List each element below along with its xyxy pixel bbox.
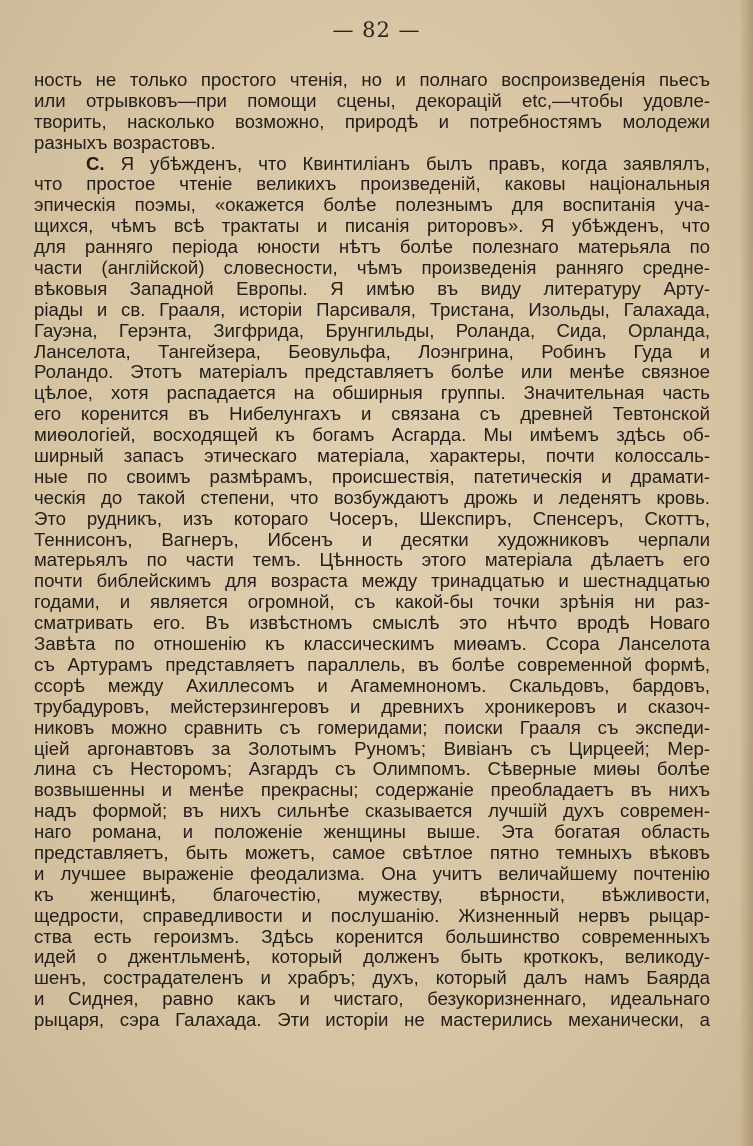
text-line (34, 195, 710, 216)
text-line (34, 362, 710, 383)
text-line (34, 613, 710, 634)
text-line (34, 676, 710, 697)
line-text: никовъ можно сравнить съ гомеридами; поиски Грааля съ экспеди- (34, 717, 710, 738)
text-line (34, 968, 710, 989)
line-text: ріады и св. Грааля, исторіи Парсиваля, Тристана, Изольды, Галахада, (34, 299, 710, 320)
text-line (34, 780, 710, 801)
text-line (34, 592, 710, 613)
text-line (34, 154, 710, 175)
line-text: надъ формой; въ нихъ сильнѣе сказывается лучшій духъ современ- (34, 801, 710, 822)
text-line (34, 216, 710, 237)
line-text: Роландо. Этотъ матеріалъ представляетъ болѣе или менѣе связное (34, 362, 710, 383)
line-text: шенъ, сострадателенъ и храбръ; духъ, который далъ намъ Баярда (34, 968, 710, 989)
line-text: матерьялъ по части темъ. Цѣнность этого матеріала дѣлаетъ его (34, 550, 710, 571)
line-text: ческія до такой степени, что возбуждаютъ дрожь и леденятъ кровь. (34, 487, 710, 508)
text-line (34, 446, 710, 467)
line-text: эпическія поэмы, «окажется болѣе полезнымъ для воспитанія уча- (34, 195, 710, 216)
text-line (34, 91, 710, 112)
line-text: годами, и является огромной, съ какой-бы точки зрѣнія ни раз- (34, 592, 710, 613)
text-line (34, 989, 710, 1010)
line-text: щедрости, справедливости и послушанію. Жизненный нервъ рыцар- (34, 905, 710, 926)
body-text (34, 70, 710, 1031)
text-line (34, 947, 710, 968)
line-text: что простое чтеніе великихъ произведеній, каковы національныя (34, 174, 710, 195)
line-text: щихся, чѣмъ всѣ трактаты и писанія риторовъ». Я убѣжденъ, что (34, 216, 710, 237)
line-text: части (англійской) словесности, чѣмъ произведенія ранняго средне- (34, 258, 710, 279)
line-text: представляетъ, быть можетъ, самое свѣтлое пятно темныхъ вѣковъ (34, 842, 710, 863)
line-text: ссорѣ между Ахиллесомъ и Агамемнономъ. Скальдовъ, бардовъ, (34, 675, 710, 696)
line-text: съ Артурамъ представляетъ параллель, въ болѣе современной формѣ, (34, 654, 710, 675)
text-line (34, 258, 710, 279)
text-line (34, 885, 710, 906)
text-line (34, 70, 710, 91)
text-line (34, 906, 710, 927)
page-number: — 82 — (332, 18, 421, 42)
text-line (34, 509, 710, 530)
text-line (34, 174, 710, 195)
line-text: для ранняго періода юности нѣтъ болѣе полезнаго матерьяла по (34, 237, 710, 258)
line-text: сматривать его. Въ извѣстномъ смыслѣ это нѣчто вродѣ Новаго (34, 613, 710, 634)
text-line (34, 864, 710, 885)
line-text: Я убѣжденъ, что Квинтиліанъ былъ правъ, когда заявлялъ, (104, 153, 710, 174)
page-edge-shadow (739, 0, 753, 1146)
text-line (34, 133, 710, 154)
line-text: или отрывковъ—при помощи сцены, декорацій etc,—чтобы удовле- (34, 90, 710, 111)
line-text: Гауэна, Герэнта, Зигфрида, Брунгильды, Роланда, Сида, Орланда, (34, 320, 710, 341)
line-text: идей о джентльменѣ, который долженъ быть кроткокъ, великоду- (34, 947, 710, 968)
text-line (34, 383, 710, 404)
text-line (34, 739, 710, 760)
text-line (34, 404, 710, 425)
text-line (34, 279, 710, 300)
text-line (34, 342, 710, 363)
line-text: лина съ Несторомъ; Азгардъ съ Олимпомъ. Сѣверные миѳы болѣе (34, 759, 710, 780)
line-text: ширный запасъ этическаго матеріала, характеры, почти колоссаль- (34, 446, 710, 467)
text-line (34, 822, 710, 843)
text-line (34, 425, 710, 446)
text-line (34, 927, 710, 948)
line-text: миѳологіей, восходящей къ богамъ Асгарда. Мы имѣемъ здѣсь об- (34, 425, 710, 446)
line-text: Ланселота, Тангейзера, Беовульфа, Лоэнгрина, Робинъ Гуда и (34, 341, 710, 362)
text-line (34, 801, 710, 822)
line-text: вѣковыя Западной Европы. Я имѣю въ виду литературу Арту- (34, 278, 710, 299)
text-line (34, 843, 710, 864)
text-line (34, 467, 710, 488)
text-line (34, 321, 710, 342)
text-line (34, 112, 710, 133)
line-text: и Сиднея, равно какъ и чистаго, безукоризненнаго, идеальнаго (34, 989, 710, 1010)
line-text: къ женщинѣ, благочестію, мужеству, вѣрности, вѣжливости, (34, 884, 710, 905)
line-text: и лучшее выраженіе феодализма. Она учитъ величайшему почтенію (34, 863, 710, 884)
line-text: ные по своимъ размѣрамъ, происшествія, патетическія и драмати- (34, 466, 710, 487)
text-line (34, 300, 710, 321)
line-text: ства есть героизмъ. Здѣсь коренится большинство современныхъ (34, 926, 710, 947)
line-text: трубадуровъ, мейстерзингеровъ и древнихъ хроникеровъ и сказоч- (34, 696, 710, 717)
text-line (34, 759, 710, 780)
line-text: его коренится въ Нибелунгахъ и связана съ древней Тевтонской (34, 404, 710, 425)
line-text: Это рудникъ, изъ котораго Чосеръ, Шекспиръ, Спенсеръ, Скоттъ, (34, 508, 710, 529)
line-text: ціей аргонавтовъ за Золотымъ Руномъ; Вивіанъ съ Цирцеей; Мер- (34, 738, 710, 759)
paragraph-initial: С. (86, 153, 105, 174)
line-text: Завѣта по отношенію къ классическимъ миѳамъ. Ссора Ланселота (34, 634, 710, 655)
line-text: Теннисонъ, Вагнеръ, Ибсенъ и десятки художниковъ черпали (34, 529, 710, 550)
line-text: наго романа, и положеніе женщины выше. Эта богатая область (34, 822, 710, 843)
line-text: творить, насколько возможно, природѣ и потребностямъ молодежи (34, 111, 710, 132)
text-line (34, 697, 710, 718)
text-line (34, 655, 710, 676)
text-line (34, 237, 710, 258)
text-line (34, 634, 710, 655)
line-text: ность не только простого чтенія, но и полнаго воспроизведенія пьесъ (34, 70, 710, 90)
line-text: возвышенны и менѣе прекрасны; содержаніе преобладаетъ въ нихъ (34, 780, 710, 801)
text-line (34, 718, 710, 739)
text-line (34, 550, 710, 571)
line-text: почти библейскимъ для возраста между тринадцатью и шестнадцатью (34, 571, 710, 592)
line-text: разныхъ возрастовъ. (34, 132, 216, 153)
text-line (34, 571, 710, 592)
text-line (34, 1010, 710, 1031)
text-line (34, 530, 710, 551)
text-line (34, 488, 710, 509)
line-text: цѣлое, хотя распадается на обширныя группы. Значительная часть (34, 383, 710, 404)
line-text: рыцаря, сэра Галахада. Эти исторіи не мастерились механически, а (34, 1010, 710, 1031)
